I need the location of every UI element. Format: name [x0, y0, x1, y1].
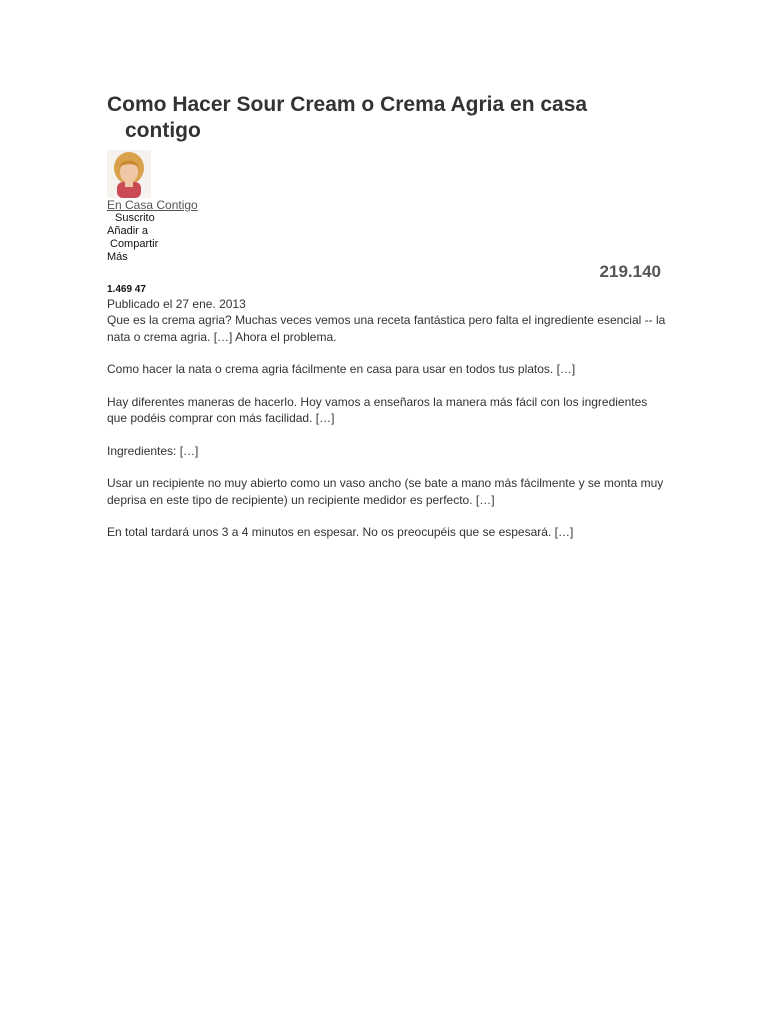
paragraph: Hay diferentes maneras de hacerlo. Hoy vamos a enseñaros la manera más fácil con los ingredientes que podéis comprar con más facilidad. […] — [107, 394, 648, 425]
view-count: 219.140 — [599, 262, 661, 281]
channel-link[interactable]: En Casa Contigo — [107, 198, 198, 212]
description-text — [107, 312, 667, 541]
paragraph: En total tardará unos 3 a 4 minutos en espesar. No os preocupéis que se espesará. […] — [107, 525, 574, 539]
more-button[interactable]: Más — [107, 251, 128, 263]
paragraph: Usar un recipiente no muy abierto como un vaso ancho (se bate a mano más fácilmente y se monta muy deprisa en este tipo de recipiente) un recipiente medidor es perfecto. […] — [107, 476, 664, 507]
share-button[interactable]: Compartir — [110, 238, 159, 250]
paragraph: Como hacer la nata o crema agria fácilmente en casa para usar en todos tus platos. […] — [107, 362, 576, 376]
paragraph: Que es la crema agria? Muchas veces vemos una receta fantástica pero falta el ingrediente esencial -- la nata o crema agria. […] Ahora el problema. — [107, 313, 666, 344]
published-date: Publicado el 27 ene. 2013 — [107, 297, 246, 311]
document-page — [107, 92, 667, 541]
paragraph: Ingredientes: […] — [107, 443, 199, 458]
add-to-button[interactable]: Añadir a — [107, 225, 148, 237]
page-title: Como Hacer Sour Cream o Crema Agria en casa contigo — [107, 93, 588, 142]
subscribe-button[interactable]: Suscrito — [115, 212, 155, 224]
like-dislike-count: 1.469 47 — [107, 284, 146, 295]
channel-avatar[interactable] — [107, 150, 151, 198]
